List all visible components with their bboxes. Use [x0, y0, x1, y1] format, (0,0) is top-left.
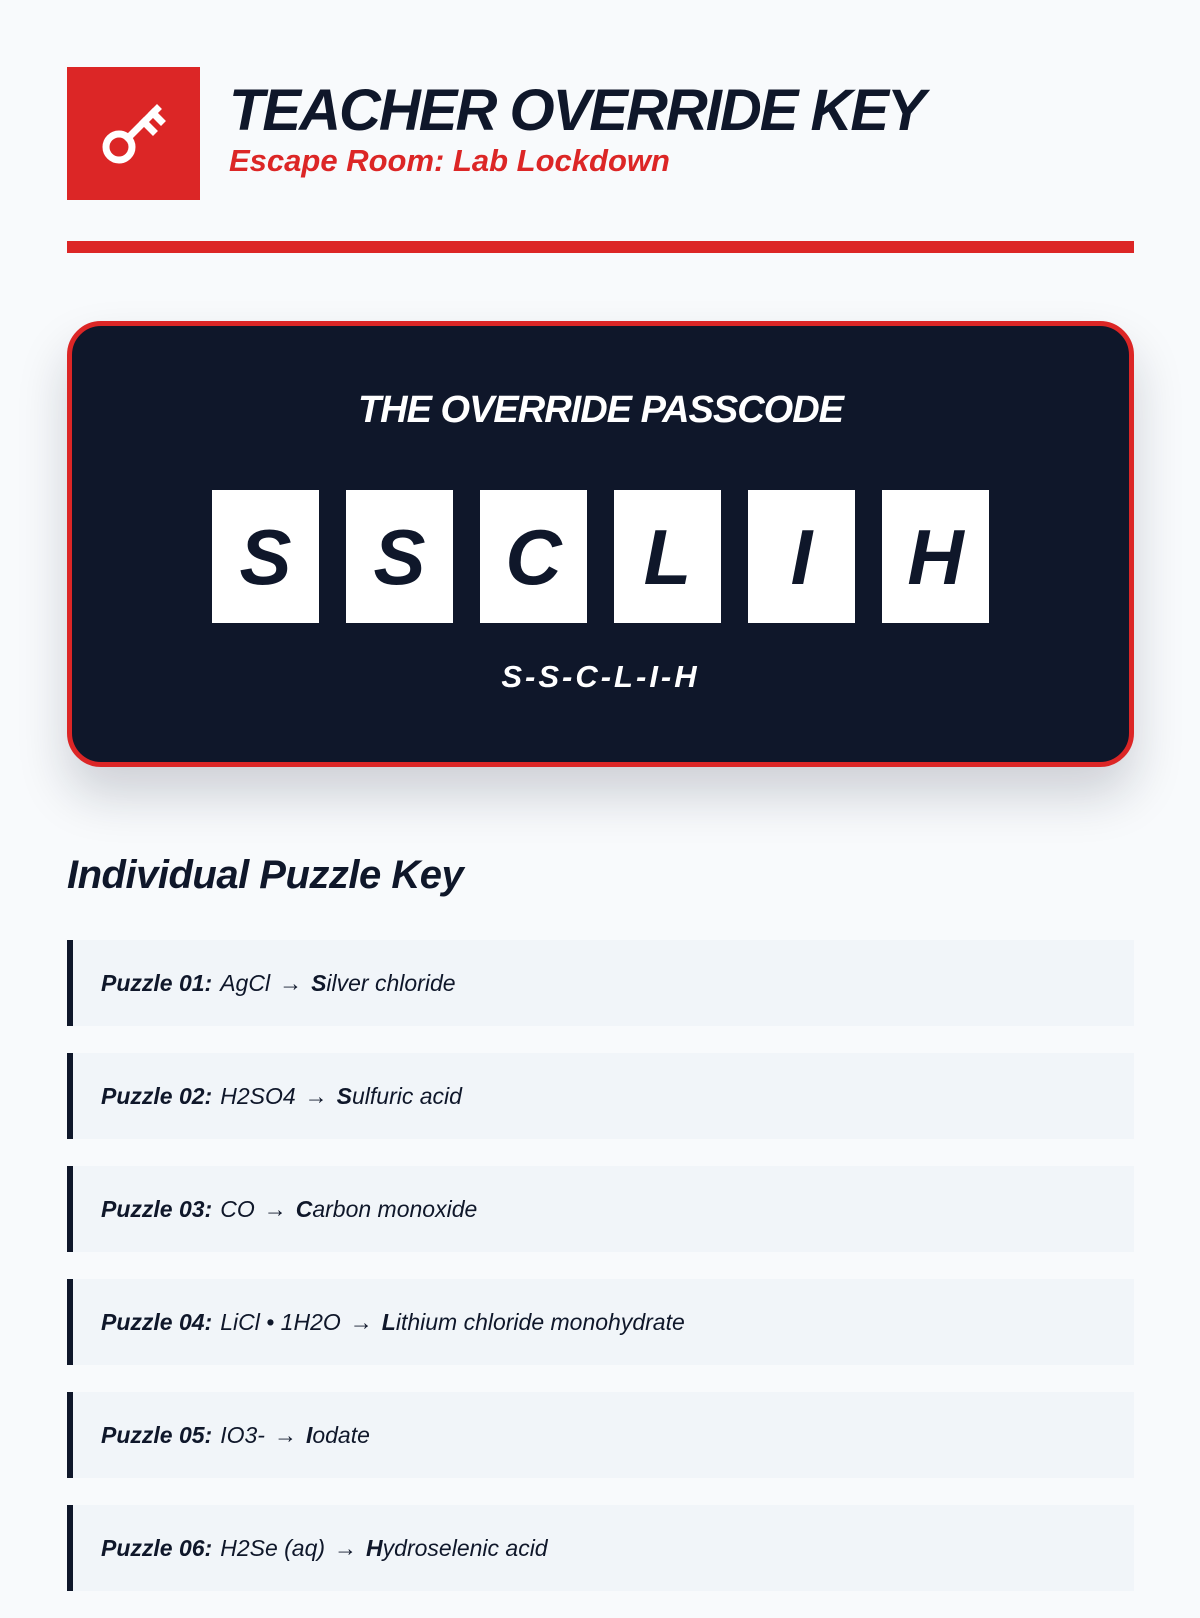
answer-initial: I [305, 1421, 313, 1448]
passcode-heading: THE OVERRIDE PASSCODE [357, 389, 844, 431]
answer-initial: S [311, 969, 327, 996]
puzzle-formula: AgCl [220, 969, 271, 996]
list-item [67, 1505, 1134, 1591]
puzzle-label: Puzzle 05: [101, 1421, 213, 1448]
passcode-tile: C [480, 490, 587, 623]
passcode-tile: S [346, 490, 453, 623]
answer-rest: ilver chloride [326, 969, 456, 996]
puzzle-formula: IO3- [220, 1421, 265, 1448]
arrow-icon: → [349, 1308, 373, 1335]
answer-initial: C [295, 1195, 313, 1222]
passcode-card [67, 321, 1134, 767]
puzzle-list [67, 940, 1134, 1618]
passcode-tile: H [882, 490, 989, 623]
answer-rest: odate [312, 1421, 370, 1448]
page-subtitle: Escape Room: Lab Lockdown [229, 142, 670, 178]
header-divider [67, 241, 1134, 253]
list-item [67, 1166, 1134, 1252]
passcode-tile: S [212, 490, 319, 623]
puzzle-formula: H2Se (aq) [220, 1534, 326, 1561]
puzzle-formula: CO [220, 1195, 255, 1222]
answer-initial: H [366, 1534, 383, 1561]
passcode-tile: I [748, 490, 855, 623]
key-icon [95, 95, 173, 173]
list-item [67, 1053, 1134, 1139]
header-text [229, 77, 924, 179]
puzzle-label: Puzzle 01: [101, 969, 213, 996]
answer-rest: ydroselenic acid [382, 1534, 548, 1561]
passcode-spelled: S-S-C-L-I-H [501, 659, 700, 694]
puzzle-label: Puzzle 06: [101, 1534, 213, 1561]
answer-initial: S [336, 1082, 352, 1109]
list-item [67, 1279, 1134, 1365]
answer-rest: ulfuric acid [352, 1082, 462, 1109]
arrow-icon: → [304, 1082, 328, 1109]
arrow-icon: → [334, 1534, 358, 1561]
key-logo [67, 67, 200, 200]
puzzle-formula: LiCl • 1H2O [220, 1308, 341, 1335]
puzzle-label: Puzzle 02: [101, 1082, 213, 1109]
passcode-tiles [72, 490, 1129, 623]
arrow-icon: → [273, 1421, 297, 1448]
answer-rest: arbon monoxide [312, 1195, 478, 1222]
passcode-tile: L [614, 490, 721, 623]
list-item [67, 1392, 1134, 1478]
page-header [67, 67, 1134, 200]
answer-key-page [67, 67, 1134, 1561]
answer-initial: L [381, 1308, 396, 1335]
answer-rest: ithium chloride monohydrate [395, 1308, 685, 1335]
puzzle-formula: H2SO4 [220, 1082, 296, 1109]
list-item [67, 940, 1134, 1026]
arrow-icon: → [263, 1195, 287, 1222]
page-title: TEACHER OVERRIDE KEY [229, 77, 924, 143]
puzzle-label: Puzzle 04: [101, 1308, 213, 1335]
puzzle-label: Puzzle 03: [101, 1195, 213, 1222]
puzzle-key-heading: Individual Puzzle Key [67, 853, 464, 897]
arrow-icon: → [279, 969, 303, 996]
